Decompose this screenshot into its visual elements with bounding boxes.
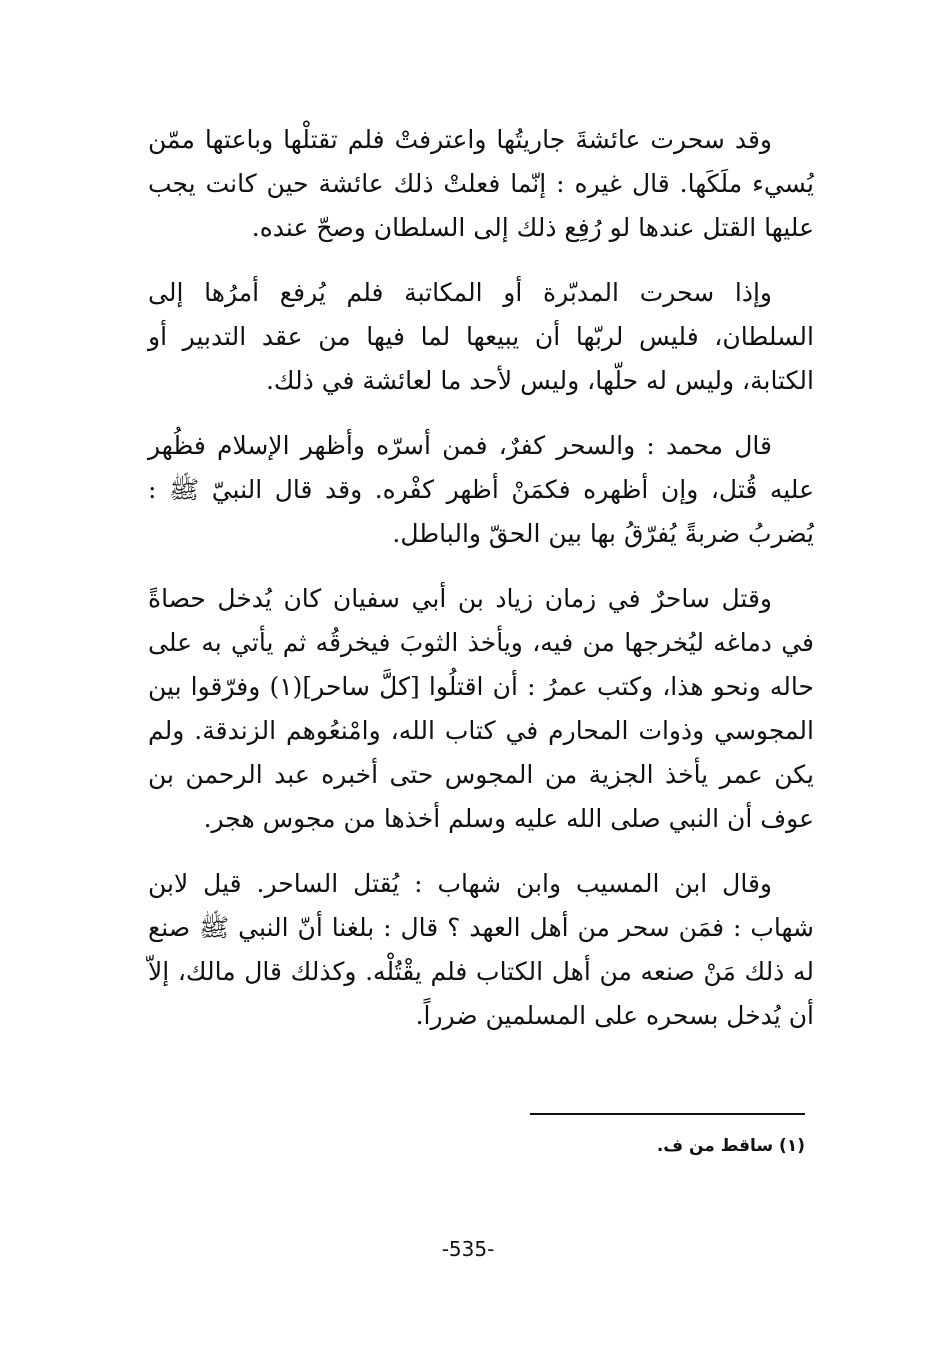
- page-number: -535-: [441, 1237, 495, 1261]
- main-text: [148, 118, 814, 1059]
- paragraph-3: قال محمد : والسحر كفرٌ، فمن أسرّه وأظهر الإسلام فظُهر عليه قُتل، وإن أظهره فكمَنْ أظهر كفْره. وقد قال النبيّ ﷺ : يُضربُ ضربةً يُفرّقُ بها بين الحقّ والباطل.: [148, 431, 814, 548]
- footnote-divider: [530, 1113, 805, 1115]
- paragraph-5: وقال ابن المسيب وابن شهاب : يُقتل الساحر. قيل لابن شهاب : فمَن سحر من أهل العهد ؟ قال : بلغنا أنّ النبي ﷺ صنع له ذلك مَنْ صنعه من أهل الكتاب فلم يقْتُلْه. وكذلك قال مالك، إلاّ أن يُدخل بسحره على المسلمين ضرراً.: [148, 869, 814, 1030]
- paragraph-1: وقد سحرت عائشةَ جاريتُها واعترفتْ فلم تقتلْها وباعتها ممّن يُسيء ملَكَها. قال غيره : إنّما فعلتْ ذلك عائشة حين كانت يجب عليها القتل عندها لو رُفِع ذلك إلى السلطان وصحّ عنده.: [148, 125, 814, 242]
- paragraph-2: وإذا سحرت المدبّرة أو المكاتبة فلم يُرفع أمرُها إلى السلطان، فليس لربّها أن يبيعها لما فيها من عقد التدبير أو الكتابة، وليس له حلّها، وليس لأحد ما لعائشة في ذلك.: [148, 278, 814, 395]
- paragraph-4: وقتل ساحرٌ في زمان زياد بن أبي سفيان كان يُدخل حصاةً في دماغه ليُخرجها من فيه، ويأخذ الثوبَ فيخرقُه ثم يأتي به على حاله ونحو هذا، وكتب عمرُ : أن اقتلُوا [كلَّ ساحر](١) وفرّقوا بين المجوسي وذوات المحارم في كتاب الله، وامْنعُوهم الزندقة. ولم يكن عمر يأخذ الجزية من المجوس حتى أخبره عبد الرحمن بن عوف أن النبي صلى الله عليه وسلم أخذها من مجوس هجر.: [148, 584, 814, 833]
- footnote: (١) ساقط من ف.: [656, 1136, 805, 1156]
